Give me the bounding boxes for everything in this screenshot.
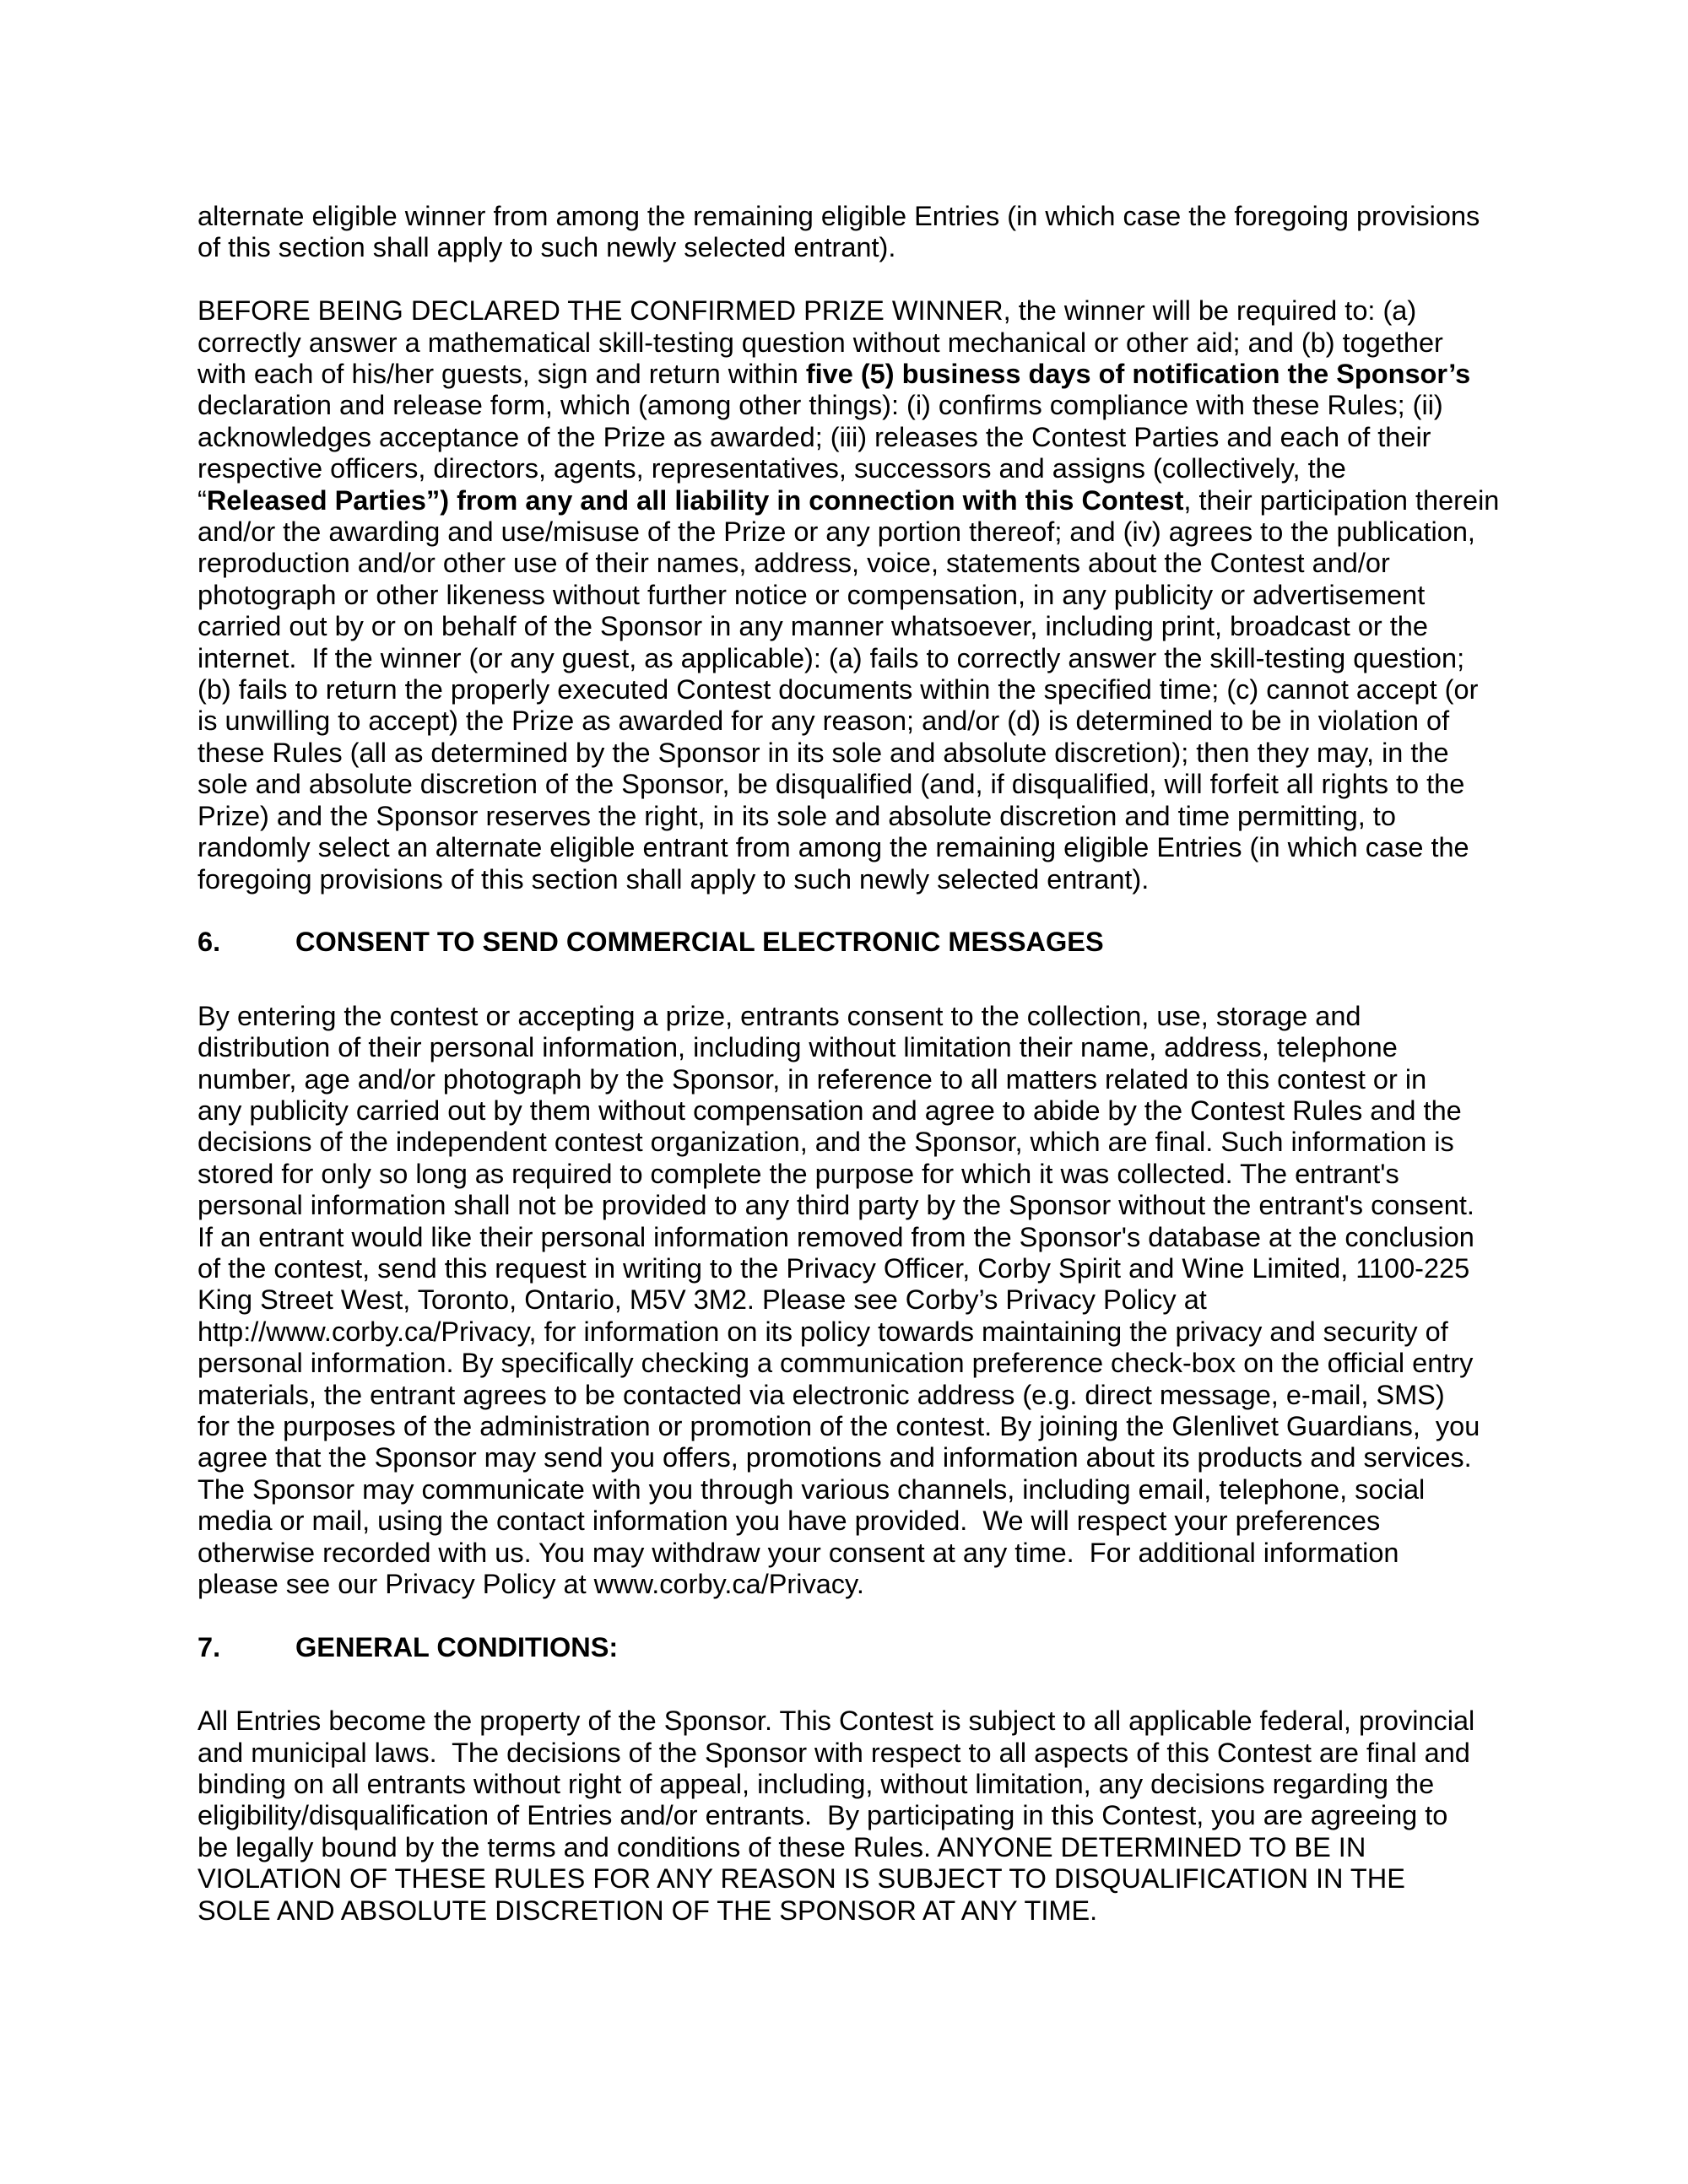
para-winner-confirmation-run: (b) fails to return the properly executed Contest documents within the specified time; (c) cannot accept (or xyxy=(197,674,1479,705)
para-consent-cem-run: personal information shall not be provided to any third party by the Sponsor without the entrant's consent. xyxy=(197,1190,1474,1221)
para-winner-confirmation-run: photograph or other likeness without further notice or compensation, in any publicity or advertisement xyxy=(197,579,1426,610)
para-winner-confirmation-run: correctly answer a mathematical skill-testing question without mechanical or other aid; and (b) together xyxy=(197,327,1443,358)
para-winner-confirmation-run: Prize) and the Sponsor reserves the right, in its sole and absolute discretion and time permitting, to xyxy=(197,800,1396,831)
para-consent-cem-run: any publicity carried out by them without compensation and agree to abide by the Contest Rules and the xyxy=(197,1095,1462,1126)
para-consent-cem-run: please see our Privacy Policy at www.corby.ca/Privacy. xyxy=(197,1569,864,1600)
para-consent-cem-run: If an entrant would like their personal information removed from the Sponsor's database at the conclusion xyxy=(197,1221,1474,1252)
para-consent-cem-run: stored for only so long as required to complete the purpose for which it was collected. The entrant's xyxy=(197,1158,1399,1189)
para-winner-confirmation-run: and/or the awarding and use/misuse of the Prize or any portion thereof; and (iv) agrees to the publication, xyxy=(197,516,1475,548)
para-general-conditions-run: binding on all entrants without right of appeal, including, without limitation, any decisions regarding the xyxy=(197,1769,1435,1800)
para-winner-confirmation-run: with each of his/her guests, sign and return within xyxy=(197,359,806,390)
para-general-conditions-run: eligibility/disqualification of Entries and/or entrants. By participating in this Contest, you are agreeing to xyxy=(197,1800,1448,1831)
para-carryover-run: of this section shall apply to such newly selected entrant). xyxy=(197,232,896,263)
para-consent-cem-run: materials, the entrant agrees to be contacted via electronic address (e.g. direct message, e-mail, SMS) xyxy=(197,1379,1445,1410)
para-winner-confirmation-run: respective officers, directors, agents, representatives, successors and assigns (collectively, the xyxy=(197,453,1346,484)
para-consent-cem-run: agree that the Sponsor may send you offers, promotions and information about its products and services. xyxy=(197,1442,1472,1473)
heading-section-7 xyxy=(197,1632,1511,1663)
para-consent-cem-run: media or mail, using the contact information you have provided. We will respect your preferences xyxy=(197,1506,1381,1537)
para-general-conditions-run: be legally bound by the terms and conditions of these Rules. ANYONE DETERMINED TO BE IN xyxy=(197,1831,1366,1862)
para-winner-confirmation-run: is unwilling to accept) the Prize as awarded for any reason; and/or (d) is determined to be in violation of xyxy=(197,705,1450,737)
para-winner-confirmation-run: BEFORE BEING DECLARED THE CONFIRMED PRIZE WINNER, the winner will be required to: (a) xyxy=(197,295,1417,327)
para-consent-cem-run: otherwise recorded with us. You may withdraw your consent at any time. For additional information xyxy=(197,1537,1399,1568)
para-carryover xyxy=(197,201,1511,264)
document-body xyxy=(197,201,1511,1958)
para-consent-cem-run: number, age and/or photograph by the Sponsor, in reference to all matters related to this contest or in xyxy=(197,1063,1427,1095)
para-winner-confirmation-run: acknowledges acceptance of the Prize as awarded; (iii) releases the Contest Parties and each of their xyxy=(197,421,1431,452)
heading-section-6-run: CONSENT TO SEND COMMERCIAL ELECTRONIC MESSAGES xyxy=(295,927,1104,958)
heading-section-7-run: 7. xyxy=(197,1631,221,1662)
para-winner-confirmation-run: sole and absolute discretion of the Sponsor, be disqualified (and, if disqualified, will forfeit all rights to the xyxy=(197,769,1465,800)
para-carryover-run: alternate eligible winner from among the remaining eligible Entries (in which case the foregoing provisions xyxy=(197,201,1480,231)
para-winner-confirmation-run: these Rules (all as determined by the Sponsor in its sole and absolute discretion); then they may, in the xyxy=(197,737,1449,768)
heading-section-6 xyxy=(197,927,1511,958)
para-winner-confirmation-run: , their participation therein xyxy=(1183,484,1500,516)
para-winner-confirmation-run: carried out by or on behalf of the Sponsor in any manner whatsoever, including print, broadcast or the xyxy=(197,611,1428,642)
para-general-conditions-run: VIOLATION OF THESE RULES FOR ANY REASON IS SUBJECT TO DISQUALIFICATION IN THE xyxy=(197,1863,1405,1895)
para-consent-cem-run: By entering the contest or accepting a prize, entrants consent to the collection, use, storage and xyxy=(197,1000,1361,1031)
para-winner-confirmation-run: reproduction and/or other use of their names, address, voice, statements about the Contest and/or xyxy=(197,548,1390,579)
para-consent-cem-run: personal information. By specifically checking a communication preference check-box on the official entry xyxy=(197,1348,1474,1379)
para-winner-confirmation xyxy=(197,295,1511,895)
para-winner-confirmation-run: declaration and release form, which (among other things): (i) confirms compliance with these Rules; (ii) xyxy=(197,390,1443,421)
para-winner-confirmation-run: randomly select an alternate eligible entrant from among the remaining eligible Entries (in which case the xyxy=(197,832,1469,863)
heading-section-7-run: GENERAL CONDITIONS: xyxy=(295,1631,619,1662)
para-consent-cem-run: for the purposes of the administration or promotion of the contest. By joining the Glenlivet Guardians, you xyxy=(197,1411,1480,1441)
para-consent-cem-run: King Street West, Toronto, Ontario, M5V 3M2. Please see Corby’s Privacy Policy at xyxy=(197,1284,1207,1316)
para-winner-confirmation-run: foregoing provisions of this section shall apply to such newly selected entrant). xyxy=(197,863,1150,895)
para-general-conditions-run: SOLE AND ABSOLUTE DISCRETION OF THE SPONSOR AT ANY TIME. xyxy=(197,1895,1098,1926)
heading-section-6-run: 6. xyxy=(197,927,221,958)
para-consent-cem-run: decisions of the independent contest organization, and the Sponsor, which are final. Such information is xyxy=(197,1127,1454,1158)
para-winner-confirmation-run: “ xyxy=(197,484,207,516)
para-consent-cem xyxy=(197,1001,1511,1601)
para-winner-confirmation-run: five (5) business days of notification the Sponsor’s xyxy=(805,359,1471,390)
para-general-conditions-run: All Entries become the property of the Sponsor. This Contest is subject to all applicable federal, provincial xyxy=(197,1706,1475,1737)
para-winner-confirmation-run: internet. If the winner (or any guest, as applicable): (a) fails to correctly answer the skill-testing question; xyxy=(197,642,1465,673)
para-general-conditions-run: and municipal laws. The decisions of the Sponsor with respect to all aspects of this Contest are final and xyxy=(197,1737,1470,1768)
para-consent-cem-run: http://www.corby.ca/Privacy, for information on its policy towards maintaining the privacy and security of xyxy=(197,1316,1448,1347)
para-general-conditions xyxy=(197,1706,1511,1927)
para-winner-confirmation-run: Released Parties”) from any and all liability in connection with this Contest xyxy=(206,484,1184,516)
para-consent-cem-run: The Sponsor may communicate with you through various channels, including email, telephone, social xyxy=(197,1473,1426,1505)
para-consent-cem-run: distribution of their personal information, including without limitation their name, address, telephone xyxy=(197,1032,1398,1063)
para-consent-cem-run: of the contest, send this request in writing to the Privacy Officer, Corby Spirit and Wine Limited, 1100-225 xyxy=(197,1252,1470,1284)
